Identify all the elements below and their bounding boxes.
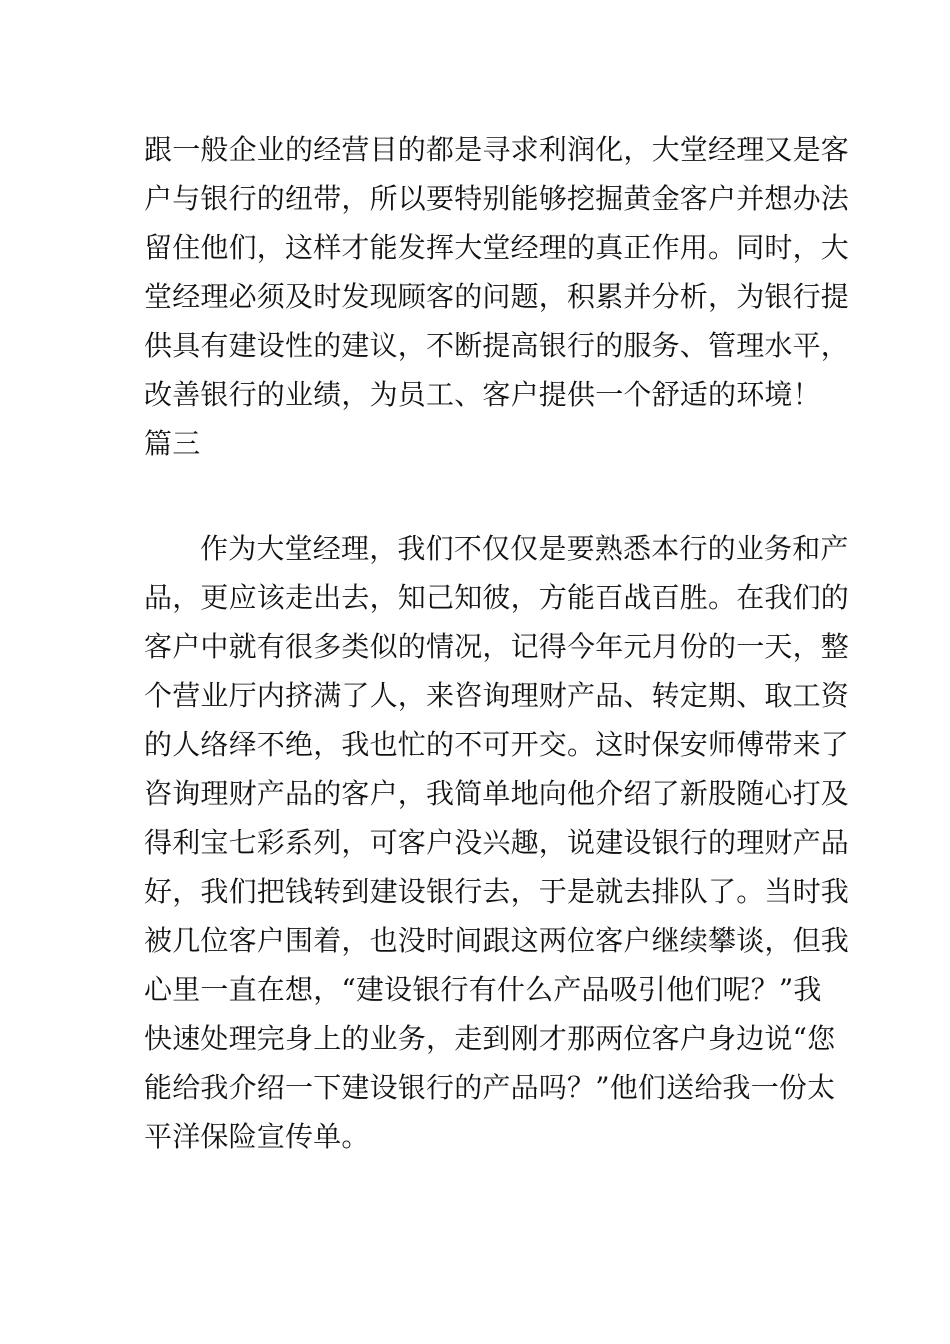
text-line: 被几位客户围着，也没时间跟这两位客户继续攀谈，但我 (144, 924, 850, 957)
text-line: 平洋保险宣传单。 (144, 1120, 370, 1153)
text-line: 供具有建设性的建议，不断提高银行的服务、管理水平， (144, 329, 850, 362)
paragraph-first-line: 作为大堂经理，我们不仅仅是要熟悉本行的业务和产 (200, 532, 849, 565)
text-line: 堂经理必须及时发现顾客的问题，积累并分析，为银行提 (144, 280, 850, 313)
text-line: 跟一般企业的经营目的都是寻求利润化，大堂经理又是客 (144, 133, 850, 166)
text-line: 个营业厅内挤满了人，来咨询理财产品、转定期、取工资 (144, 679, 850, 712)
text-line: 快速处理完身上的业务，走到刚才那两位客户身边说“您 (144, 1022, 836, 1055)
text-line: 品，更应该走出去，知己知彼，方能百战百胜。在我们的 (144, 581, 850, 614)
text-line: 户与银行的纽带，所以要特别能够挖掘黄金客户并想办法 (144, 182, 850, 215)
text-line: 好，我们把钱转到建设银行去，于是就去排队了。当时我 (144, 875, 850, 908)
text-line: 咨询理财产品的客户，我简单地向他介绍了新股随心打及 (144, 777, 850, 810)
text-line: 得利宝七彩系列，可客户没兴趣，说建设银行的理财产品 (144, 826, 850, 859)
text-line: 心里一直在想，“建设银行有什么产品吸引他们呢？”我 (144, 973, 822, 1006)
text-line: 的人络绎不绝，我也忙的不可开交。这时保安师傅带来了 (144, 728, 850, 761)
text-line: 客户中就有很多类似的情况，记得今年元月份的一天，整 (144, 630, 850, 663)
text-line: 留住他们，这样才能发挥大堂经理的真正作用。同时，大 (144, 231, 850, 264)
section-heading: 篇三 (144, 427, 201, 460)
text-line: 改善银行的业绩，为员工、客户提供一个舒适的环境！ (144, 378, 821, 411)
text-line: 能给我介绍一下建设银行的产品吗？”他们送给我一份太 (144, 1071, 836, 1104)
